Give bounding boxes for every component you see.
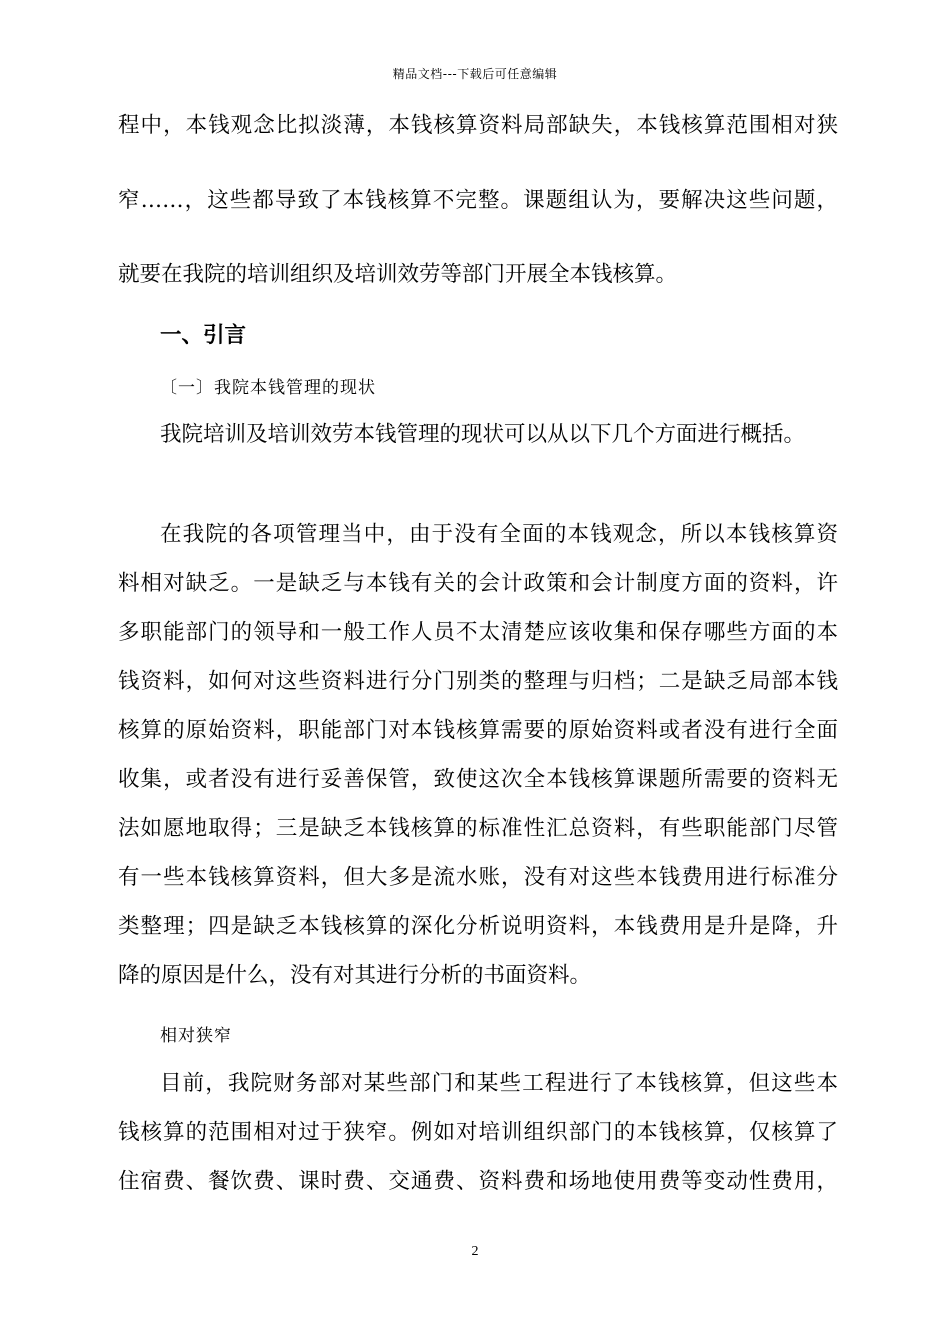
subsection-intro: 我院培训及培训效劳本钱管理的现状可以从以下几个方面进行概括。 — [160, 422, 806, 447]
paragraph1-line-8: 有一些本钱核算资料，但大多是流水账，没有对这些本钱费用进行标准分 — [118, 865, 838, 890]
paragraph2-line-3: 住宿费、餐饮费、课时费、交通费、资料费和场地使用费等变动性费用， — [118, 1169, 838, 1194]
intro-line-2: 窄……，这些都导致了本钱核算不完整。课题组认为，要解决这些问题， — [118, 188, 838, 213]
paragraph1-line-3: 多职能部门的领导和一般工作人员不太清楚应该收集和保存哪些方面的本 — [118, 620, 838, 645]
intro-line-3: 就要在我院的培训组织及培训效劳等部门开展全本钱核算。 — [118, 262, 678, 287]
page-header: 精品文档---下载后可任意编辑 — [392, 67, 558, 81]
paragraph1-line-6: 收集，或者没有进行妥善保管，致使这次全本钱核算课题所需要的资料无 — [118, 767, 838, 792]
paragraph1-line-2: 料相对缺乏。一是缺乏与本钱有关的会计政策和会计制度方面的资料，许 — [118, 571, 838, 596]
section-heading: 一、引言 — [160, 323, 247, 348]
intro-line-1: 程中，本钱观念比拟淡薄，本钱核算资料局部缺失，本钱核算范围相对狭 — [118, 113, 838, 138]
paragraph1-line-7: 法如愿地取得；三是缺乏本钱核算的标准性汇总资料，有些职能部门尽管 — [118, 816, 838, 841]
paragraph1-line-9: 类整理；四是缺乏本钱核算的深化分析说明资料，本钱费用是升是降，升 — [118, 914, 838, 939]
paragraph1-line-5: 核算的原始资料，职能部门对本钱核算需要的原始资料或者没有进行全面 — [118, 718, 838, 743]
paragraph1-line-4: 钱资料，如何对这些资料进行分门别类的整理与归档；二是缺乏局部本钱 — [118, 669, 838, 694]
page-number: 2 — [471, 1244, 479, 1259]
paragraph1-line-10: 降的原因是什么，没有对其进行分析的书面资料。 — [118, 963, 592, 988]
subsection2-heading: 相对狭窄 — [160, 1026, 232, 1046]
paragraph2-line-2: 钱核算的范围相对过于狭窄。例如对培训组织部门的本钱核算，仅核算了 — [118, 1120, 838, 1145]
subsection-heading: 〔一〕我院本钱管理的现状 — [160, 378, 376, 398]
paragraph2-line-1: 目前，我院财务部对某些部门和某些工程进行了本钱核算，但这些本 — [160, 1071, 838, 1096]
paragraph1-line-1: 在我院的各项管理当中，由于没有全面的本钱观念，所以本钱核算资 — [160, 522, 838, 547]
